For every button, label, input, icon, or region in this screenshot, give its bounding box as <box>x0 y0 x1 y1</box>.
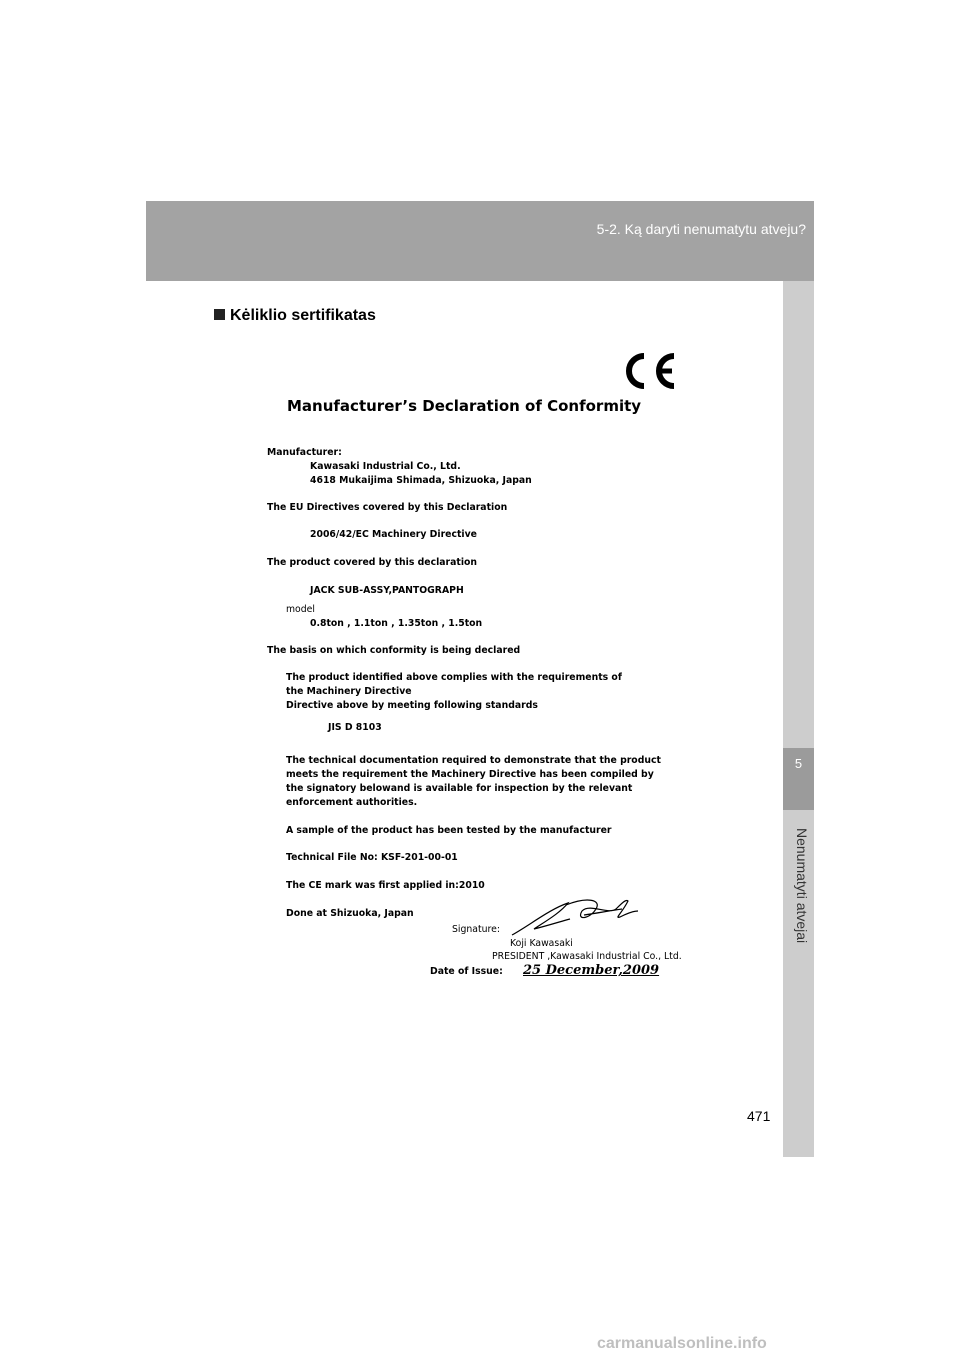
manufacturer-address: 4618 Mukaijima Shimada, Shizuoka, Japan <box>310 475 532 486</box>
directives-label: The EU Directives covered by this Declaration <box>267 502 508 513</box>
model-list: 0.8ton , 1.1ton , 1.35ton , 1.5ton <box>310 618 483 629</box>
technical-file-number: Technical File No: KSF-201-00-01 <box>286 852 458 863</box>
sample-statement: A sample of the product has been tested by the manufacturer <box>286 825 612 836</box>
certificate-image <box>262 335 732 995</box>
section-heading <box>214 307 376 325</box>
signatory-name: Koji Kawasaki <box>510 938 573 949</box>
documentation-line: the signatory belowand is available for inspection by the relevant <box>286 783 633 794</box>
basis-label: The basis on which conformity is being declared <box>267 645 521 656</box>
basis-line: the Machinery Directive <box>286 686 412 697</box>
basis-line: The product identified above complies with the requirements of <box>286 672 622 683</box>
model-label: model <box>286 604 315 615</box>
product-text: JACK SUB-ASSY,PANTOGRAPH <box>310 585 464 596</box>
certificate-title: Manufacturer’s Declaration of Conformity <box>287 397 642 415</box>
manufacturer-name: Kawasaki Industrial Co., Ltd. <box>310 461 461 472</box>
chapter-side-strip <box>783 281 814 1157</box>
signatory-title: PRESIDENT ,Kawasaki Industrial Co., Ltd. <box>492 951 682 962</box>
header-bar <box>146 201 814 281</box>
directive-text: 2006/42/EC Machinery Directive <box>310 529 477 540</box>
ce-first-applied: The CE mark was first applied in:2010 <box>286 880 485 891</box>
documentation-line: meets the requirement the Machinery Directive has been compiled by <box>286 769 654 780</box>
ce-mark-icon <box>618 349 680 393</box>
documentation-line: The technical documentation required to demonstrate that the product <box>286 755 661 766</box>
chapter-tab[interactable] <box>783 748 814 810</box>
date-of-issue-label: Date of Issue: <box>430 966 503 977</box>
section-heading-text: Kėliklio sertifikatas <box>230 307 376 324</box>
chapter-number: 5 <box>794 756 803 771</box>
basis-line: Directive above by meeting following standards <box>286 700 538 711</box>
square-bullet-icon <box>214 309 225 320</box>
manufacturer-label: Manufacturer: <box>267 447 342 458</box>
standard-text: JIS D 8103 <box>328 722 382 733</box>
chapter-label: Nenumatyti atvejai <box>794 828 810 944</box>
header-title: 5-2. Ką daryti nenumatytu atveju? <box>596 221 806 237</box>
signature-label: Signature: <box>452 924 500 935</box>
product-label: The product covered by this declaration <box>267 557 478 568</box>
documentation-line: enforcement authorities. <box>286 797 418 808</box>
date-of-issue-value: 25 December,2009 <box>523 963 660 978</box>
done-at-location: Done at Shizuoka, Japan <box>286 908 414 919</box>
watermark: carmanualsonline.info <box>597 1335 767 1352</box>
page-number: 471 <box>747 1108 771 1124</box>
